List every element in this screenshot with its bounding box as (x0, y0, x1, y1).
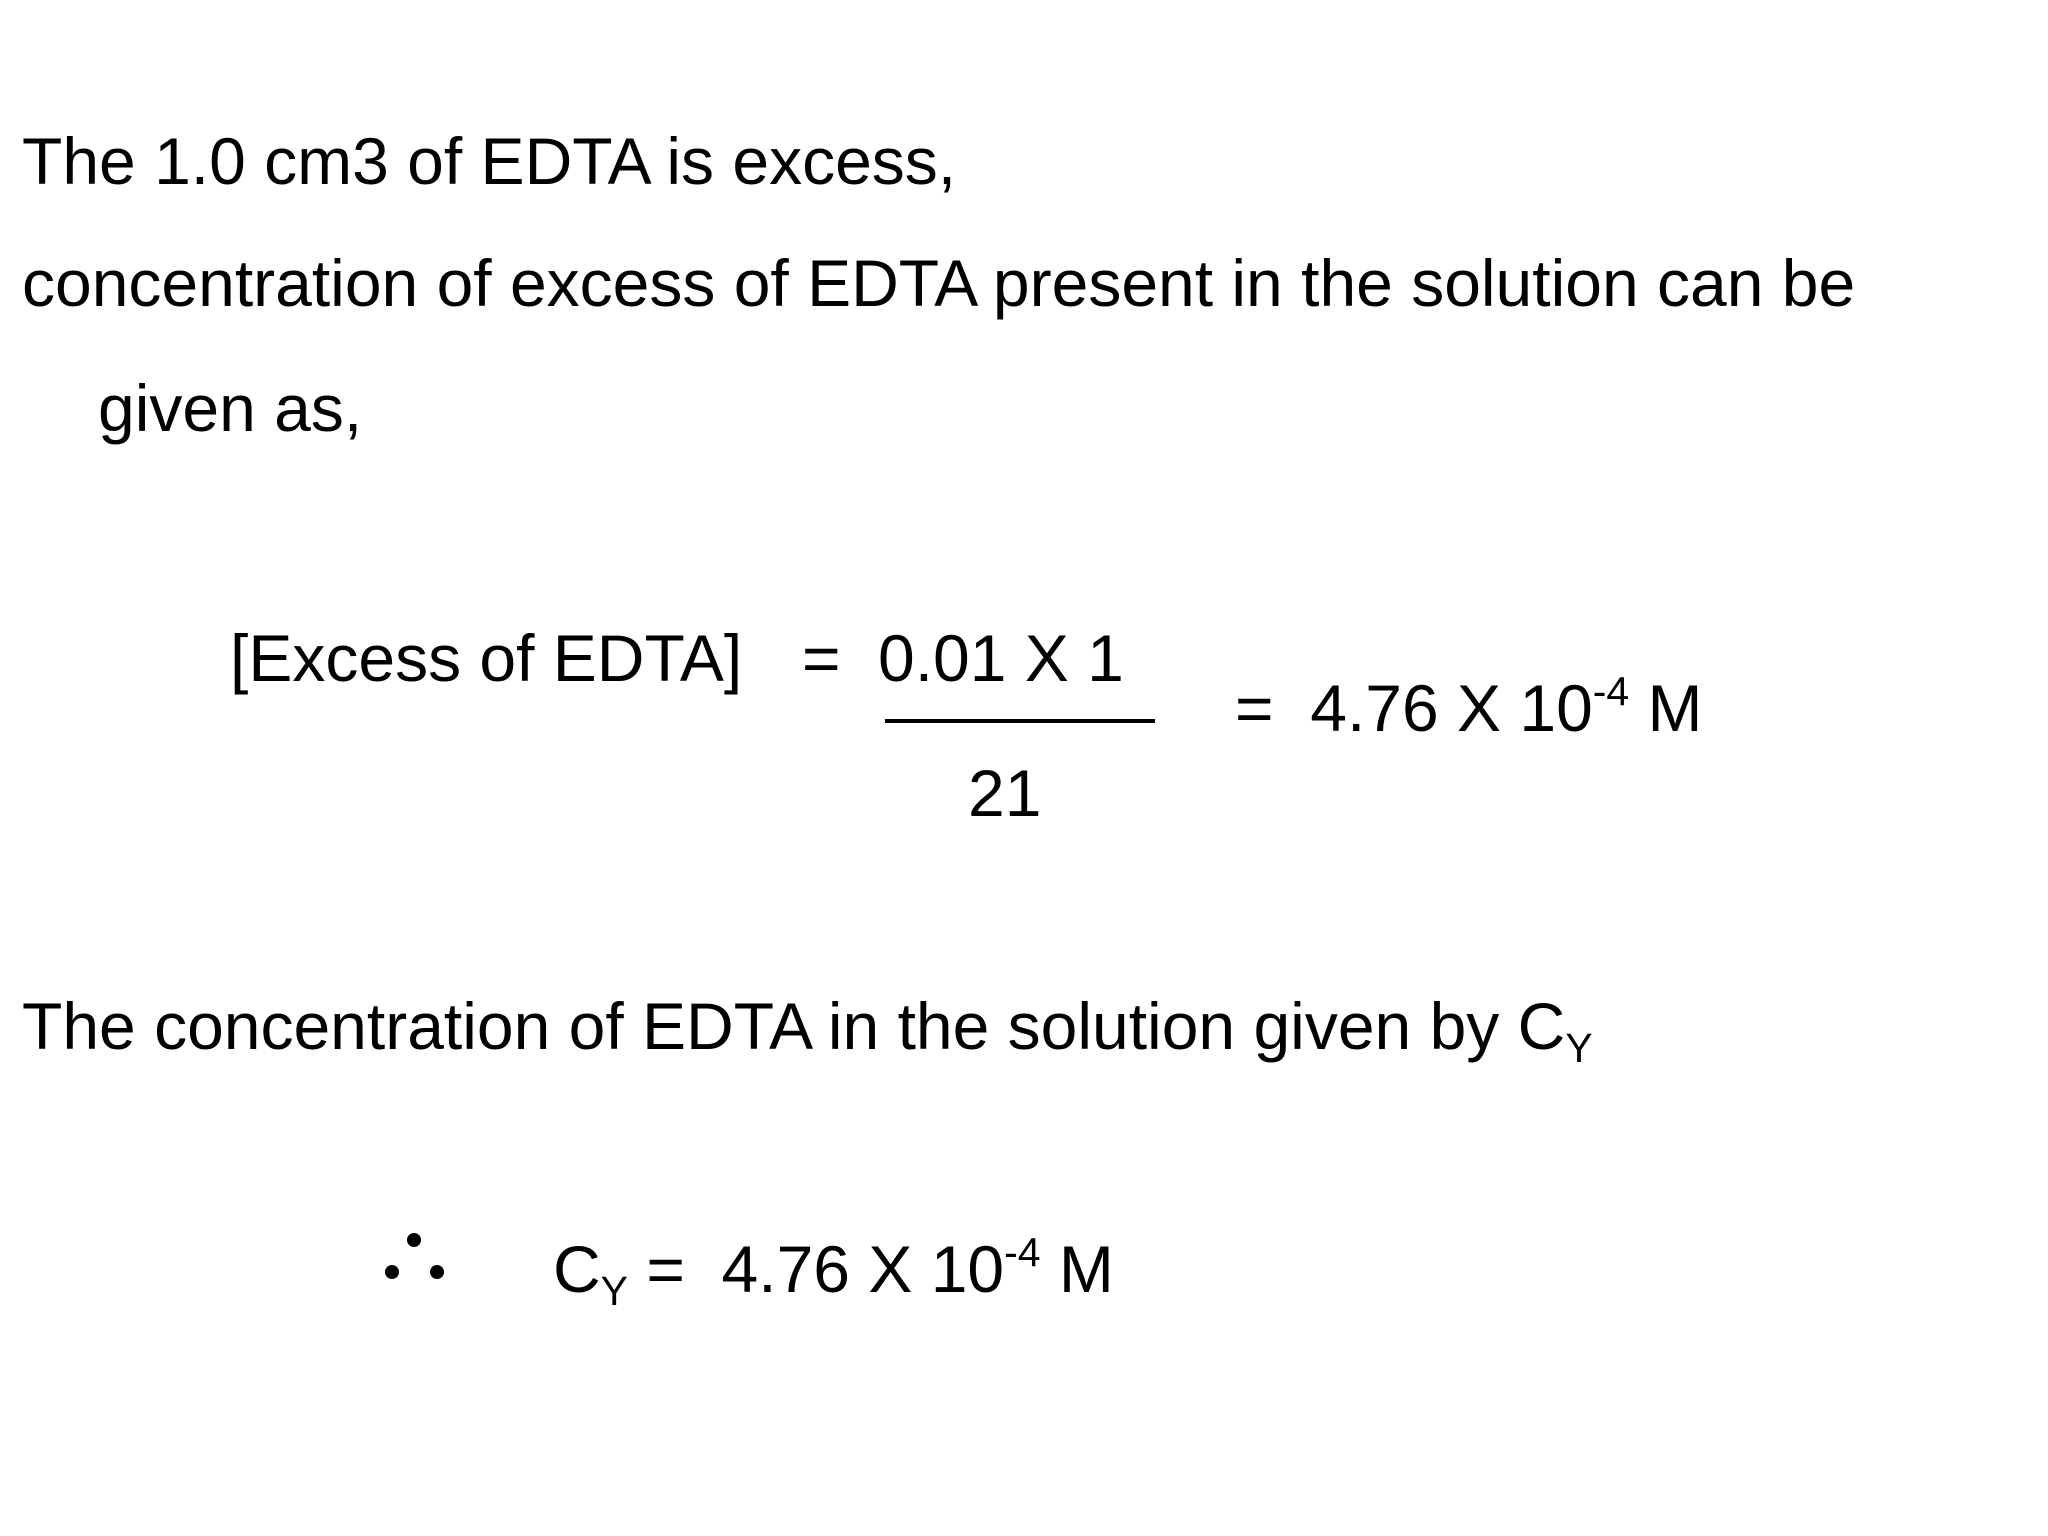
therefore-icon (380, 1230, 450, 1290)
equation-result (1235, 668, 1703, 745)
result-unit: M (1647, 671, 1703, 745)
equation-equals-1: = (802, 621, 841, 695)
conclusion-equation (553, 1229, 1114, 1315)
intro-line-1: The 1.0 cm3 of EDTA is excess, (22, 124, 957, 198)
result-exponent: -4 (1592, 668, 1630, 715)
conclusion-var-subscript: Y (600, 1268, 628, 1315)
equation-lhs: [Excess of EDTA] (230, 621, 743, 695)
conclusion-var: C (553, 1232, 601, 1306)
intro-line-3: given as, (98, 371, 363, 445)
fraction-bar (885, 719, 1155, 723)
cy-statement (22, 989, 1593, 1072)
intro-line-2: concentration of excess of EDTA present in the solution can be (22, 246, 1856, 320)
conclusion-unit: M (1058, 1232, 1114, 1306)
fraction-denominator: 21 (968, 756, 1042, 830)
cy-statement-text: The concentration of EDTA in the solution given by C (22, 989, 1566, 1063)
conclusion-exponent: -4 (1004, 1229, 1041, 1276)
equation-equals-2: = (1235, 671, 1274, 745)
cy-statement-subscript: Y (1565, 1025, 1593, 1072)
fraction-numerator: 0.01 X 1 (878, 621, 1124, 695)
conclusion-mantissa: 4.76 X 10 (721, 1232, 1005, 1306)
result-mantissa: 4.76 X 10 (1310, 671, 1593, 745)
conclusion-equals: = (646, 1232, 685, 1306)
